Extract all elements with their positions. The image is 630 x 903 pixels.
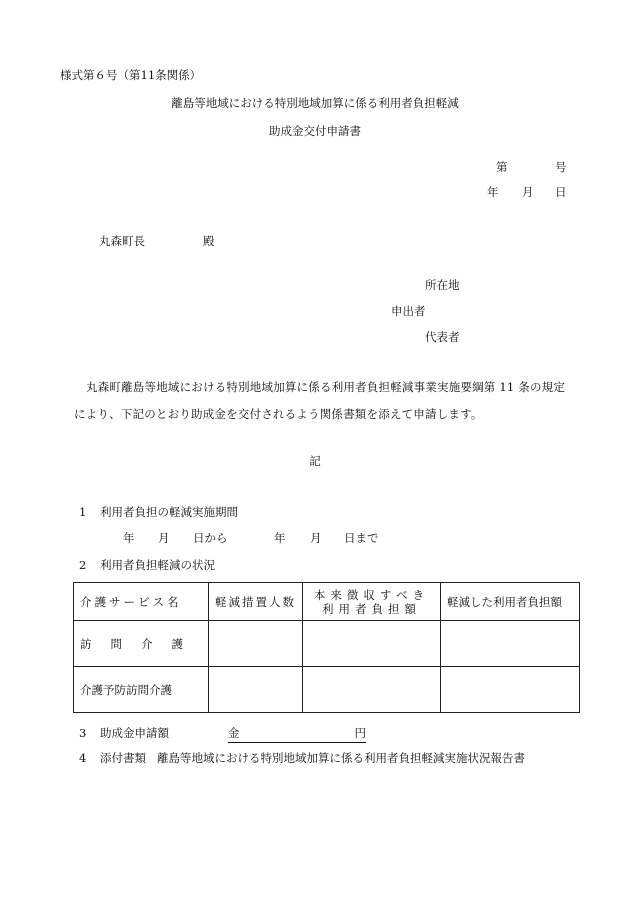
addressee-name: 丸森町長 bbox=[99, 234, 145, 248]
header-original-line1: 本来徴収すべき bbox=[313, 587, 430, 602]
amount-suffix: 円 bbox=[354, 726, 366, 740]
item3-label: 助成金申請額 bbox=[100, 726, 169, 740]
representative-label: 代表者 bbox=[425, 330, 460, 344]
attached-documents: 離島等地域における特別地域加算に係る利用者負担軽減実施状況報告書 bbox=[157, 751, 525, 765]
title-line-1: 離島等地域における特別地域加算に係る利用者負担軽減 bbox=[171, 96, 459, 110]
date-day: 日 bbox=[555, 185, 567, 199]
addressee-honorific: 殿 bbox=[203, 234, 215, 248]
form-number: 様式第６号（第11条関係） bbox=[60, 68, 202, 82]
title-line-2: 助成金交付申請書 bbox=[269, 124, 361, 138]
item1-label: 利用者負担の軽減実施期間 bbox=[100, 505, 238, 519]
row-original[interactable] bbox=[303, 621, 441, 667]
period-end-year: 年 bbox=[274, 531, 286, 545]
header-reduced-amount: 軽減した利用者負担額 bbox=[441, 583, 580, 621]
reduction-status-table bbox=[73, 582, 580, 713]
applicant-label: 申出者 bbox=[391, 304, 426, 318]
date-year: 年 bbox=[487, 185, 499, 199]
period-end-month: 月 bbox=[310, 531, 322, 545]
item2-label: 利用者負担軽減の状況 bbox=[100, 558, 215, 572]
item1-number: 1 bbox=[79, 505, 87, 519]
row-reduced[interactable] bbox=[441, 621, 580, 667]
row-reduced[interactable] bbox=[441, 667, 580, 713]
header-service-name: 介護サービス名 bbox=[74, 583, 209, 621]
doc-number-suffix: 号 bbox=[555, 160, 567, 174]
body-paragraph: 丸森町離島等地域における特別地域加算に係る利用者負担軽減事業実施要綱第 11 条の規定により、下記のとおり助成金を交付されるよう関係書類を添えて申請します。 bbox=[74, 380, 566, 421]
ki-heading: 記 bbox=[309, 454, 321, 468]
header-persons: 軽減措置人数 bbox=[209, 583, 303, 621]
table-row bbox=[74, 621, 580, 667]
period-start-day: 日から bbox=[193, 531, 228, 545]
item4-number: 4 bbox=[79, 751, 87, 765]
item3-number: 3 bbox=[79, 726, 87, 740]
amount-prefix: 金 bbox=[228, 726, 240, 740]
row-service: 介護予防訪問介護 bbox=[74, 667, 209, 713]
header-original-amount bbox=[303, 583, 441, 621]
row-persons[interactable] bbox=[209, 621, 303, 667]
header-original-line2: 利用者負担額 bbox=[322, 601, 421, 616]
item4-label: 添付書類 bbox=[100, 751, 146, 765]
period-start-year: 年 bbox=[123, 531, 135, 545]
table-header-row bbox=[74, 583, 580, 621]
date-month: 月 bbox=[522, 185, 534, 199]
row-persons[interactable] bbox=[209, 667, 303, 713]
row-original[interactable] bbox=[303, 667, 441, 713]
amount-field[interactable] bbox=[228, 727, 366, 743]
table-row bbox=[74, 667, 580, 713]
doc-number-prefix: 第 bbox=[496, 160, 508, 174]
period-start-month: 月 bbox=[158, 531, 170, 545]
item2-number: 2 bbox=[79, 558, 87, 572]
row-service: 訪問介護 bbox=[74, 621, 209, 667]
address-label: 所在地 bbox=[425, 278, 460, 292]
period-end-day: 日まで bbox=[344, 531, 379, 545]
